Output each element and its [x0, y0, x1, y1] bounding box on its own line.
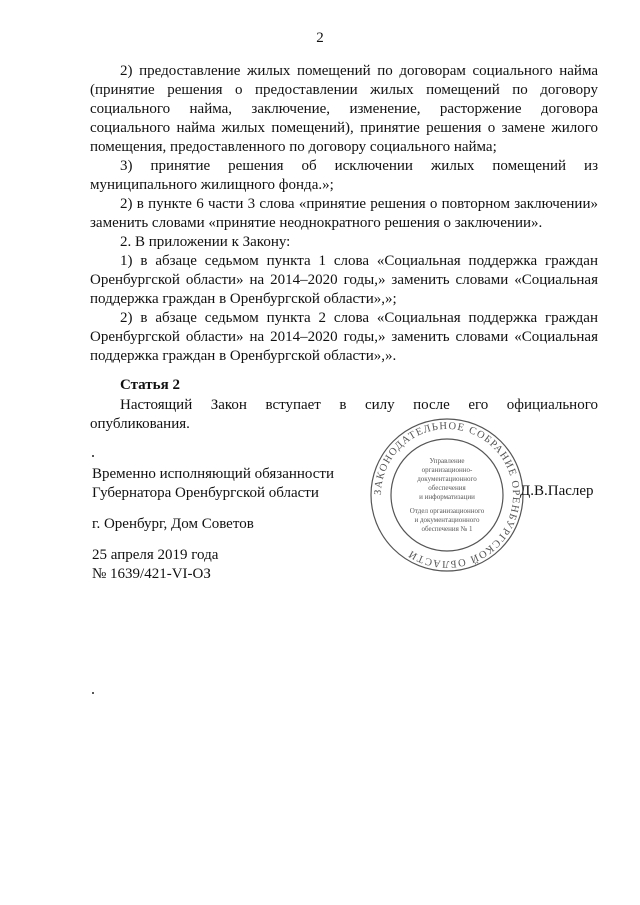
stamp-line: обеспечения № 1 — [421, 525, 473, 533]
stamp-line: и информатизации — [419, 493, 475, 501]
stamp-ring-text: ЗАКОНОДАТЕЛЬНОЕ СОБРАНИЕ ОРЕНБУРГСКОЙ ОБЛАСТИ — [372, 420, 522, 570]
scan-speck — [92, 455, 94, 457]
position-line: Временно исполняющий обязанности — [92, 466, 335, 482]
paragraph: 2) в пункте 6 части 3 слова «принятие решения о повторном заключении» заменить словами «принятие неоднократного решения о заключении». — [90, 196, 598, 231]
amendment-text — [90, 62, 598, 366]
stamp-line: Управление — [429, 457, 465, 465]
paragraph: 3) принятие решения об исключении жилых помещений из муниципального жилищного фонда.»; — [90, 158, 598, 193]
official-stamp — [369, 417, 525, 573]
stamp-line: и документационного — [414, 516, 480, 524]
article-title: Статья 2 — [120, 377, 180, 393]
paragraph: 2) предоставление жилых помещений по договорам социального найма (принятие решения о предоставлении жилых помещений по договору социального найма, заключение, изменение, расторжение договора социального найма жилых помещений), принятие решения о замене жилого помещения, предоставленного по договору социального найма; — [90, 63, 598, 155]
law-date-block — [92, 546, 218, 584]
article-text: Настоящий Закон вступает в силу после его официального опубликования. — [90, 397, 598, 432]
signatory-name: Д.В.Паслер — [520, 483, 594, 499]
paragraph: 1) в абзаце седьмом пункта 1 слова «Социальная поддержка граждан Оренбургской области» на 2014–2020 годы,» заменить словами «Социальная поддержка граждан в Оренбургской области»,»; — [90, 253, 598, 307]
paragraph: 2. В приложении к Закону: — [120, 234, 291, 250]
law-date: 25 апреля 2019 года — [92, 547, 219, 563]
signing-place: г. Оренбург, Дом Советов — [92, 516, 254, 532]
stamp-line: обеспечения — [428, 484, 466, 492]
stamp-line: организационно- — [421, 466, 473, 474]
signatory-position — [92, 465, 334, 503]
scan-speck — [92, 692, 94, 694]
position-line: Губернатора Оренбургской области — [92, 485, 319, 501]
stamp-line: документационного — [417, 475, 477, 483]
page-number: 2 — [316, 30, 324, 46]
law-number: № 1639/421-VI-ОЗ — [92, 566, 211, 582]
paragraph: 2) в абзаце седьмом пункта 2 слова «Социальная поддержка граждан Оренбургской области» на 2014–2020 годы,» заменить словами «Социальная поддержка граждан в Оренбургской области»,». — [90, 310, 598, 364]
stamp-line: Отдел организационного — [409, 507, 485, 515]
